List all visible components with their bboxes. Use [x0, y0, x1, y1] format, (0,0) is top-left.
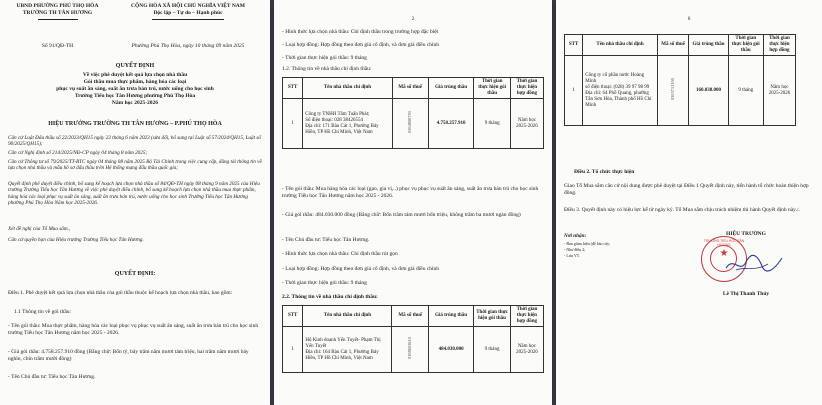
investor-2: - Tên Chủ đầu tư: Tiểu học Tân Hương. — [282, 237, 370, 243]
decides-heading: QUYẾT ĐỊNH: — [114, 271, 156, 277]
contractor-table-3 — [564, 34, 796, 126]
cell-contract: Năm học 2025-2026 — [510, 327, 543, 373]
contract-type-2: - Loại hợp đồng: Hợp đồng theo đơn giá cố định, và đơn giá điều chỉnh — [282, 266, 440, 272]
document-page-2 — [274, 0, 552, 405]
document-page-1 — [0, 0, 270, 405]
section-2-2: 2.2. Thông tin về nhà thầu chỉ định thầu: — [282, 294, 378, 300]
legal-basis-6: Căn cứ quyền hạn của Hiệu trưởng Trường Tiểu học Tân Hương. — [8, 237, 144, 243]
subject-line-5: Năm học 2025-2026 — [111, 100, 159, 106]
cell-tax-code: 0308603610 — [407, 337, 413, 359]
table-header-row — [565, 35, 796, 56]
package-2-name: - Tên gói thầu: Mua hàng hóa các loại (gạo, gia vị,..) phục vụ phục vụ suất ăn sáng, suất ăn trưa bán trú cho học sinh trường Tiểu học Tân Hương năm học 2025 - 2026. — [282, 186, 539, 199]
signer-title: HIỆU TRƯỞNG — [726, 231, 766, 237]
cell-duration: 9 tháng — [728, 56, 763, 126]
cell-contractor: Hộ Kinh doanh Yến Tuyết- Phạm Thị Yến Tuyết Địa chỉ: 164 Bàu Cát 1, Phường Bảy Hiền, TP Hồ Chí Minh, Việt Nam — [303, 327, 392, 373]
cell-stt: 1 — [283, 99, 303, 149]
nation-line1: CỘNG HÒA XÃ HỘI CHỦ NGHĨA VIỆT NAM — [131, 3, 245, 9]
org-underline — [38, 19, 78, 20]
stamp-star-icon: ★ — [719, 248, 729, 259]
doc-title: QUYẾT ĐỊNH — [115, 63, 155, 69]
page-number: 2 — [411, 16, 415, 22]
investor-name: - Tên Chủ đầu tư: Tiểu học Tân Hương. — [8, 374, 96, 380]
subject-line-1: Về việc phê duyệt kết quả lựa chọn nhà thầu — [82, 72, 188, 78]
signature — [724, 252, 784, 276]
doc-number: Số 91/QĐ-TH — [41, 43, 74, 49]
package-value: - Giá gói thầu: 4.758.257.910 đồng (Bằng chữ: Bốn tỷ, bảy trăm năm mươi tám triệu, hai trăm năm mươi bảy nghìn, chín trăm mười đồng) — [8, 349, 249, 362]
legal-basis-5: Xét đề nghị của Tổ Mua sắm., — [8, 226, 71, 232]
package-duration: - Thời gian thực hiện gói thầu: 9 tháng — [282, 55, 367, 61]
cell-duration: 9 tháng — [474, 327, 511, 373]
col-package-duration: Thời gian thực hiện gói thầu — [728, 35, 763, 56]
legal-basis-4: Quyết định phê duyệt điều chỉnh, bổ sung kế hoạch lựa chọn nhà thầu số 84/QĐ-TH ngày 08 tháng 9 năm 2025 của Hiệu trưởng Trường Tiểu học Tân Hương về việc phê duyệt điều chỉnh, bổ sung kế hoạch lựa chọn nhà thầu mua thực phẩm, hàng hóa các loại phục vụ suất ăn sáng, suất ăn trưa bán trú, nước uống cho học sinh Trường Tiểu học Tân Hương phường Phú Thọ Hòa Năm học 2025-2026. — [8, 181, 260, 207]
legal-basis-1: Căn cứ Luật Đấu thầu số 22/2023/QH15 ngày 23 tháng 6 năm 2023 (sửa đổi, bổ sung tại Luật số 57/2024/QH15, Luật số 90/2025/QH15); — [8, 135, 261, 148]
cell-duration: 9 tháng — [474, 99, 511, 149]
table-header-row — [283, 306, 544, 327]
recipient-1: - Ban giám hiệu (để báo cáy; — [564, 241, 611, 246]
recipient-2: - Như điều 2; — [564, 247, 586, 252]
nation-line2: Độc lập – Tự do – Hạnh phúc — [153, 10, 223, 16]
col-contractor: Tên nhà thầu chỉ định — [583, 35, 658, 56]
subject-line-2: Gói thầu mua thực phẩm, hàng hóa các loại — [83, 79, 187, 85]
cell-price: 160.038.000 — [689, 56, 728, 126]
table-row — [565, 56, 796, 126]
article-1: Điều 1. Phê duyệt kết quả lựa chọn nhà thầu của gói thầu thuộc kế hoạch lựa chọn nhà thầu, bao gồm: — [8, 290, 233, 296]
col-stt: STT — [283, 306, 303, 327]
cell-stt: 1 — [283, 327, 303, 373]
package-2-value: - Giá gói thầu: 484.030.000 đồng (Bằng chữ: Bốn trăm tám mươi bốn triệu, không trăm ba mươi ngàn đồng) — [282, 212, 521, 218]
col-contractor: Tên nhà thầu chỉ định — [303, 306, 392, 327]
article-3: Điều 3. Quyết định này có hiệu lực kể từ ngày ký. Tổ Mua sắm chịu trách nhiệm thi hành Quyết định này./. — [564, 207, 800, 213]
table-header-row — [283, 78, 544, 99]
col-contract-duration: Thời gian thực hiện hợp đồng — [763, 35, 795, 56]
table-row — [283, 327, 544, 373]
place-date: Phường Phú Thọ Hòa, ngày 10 tháng 09 năm 2025 — [131, 43, 245, 49]
cell-price: 4.758.257.910 — [428, 99, 474, 149]
org-name-line1: UBND PHƯỜNG PHÚ THỌ HÒA — [16, 3, 99, 9]
page-number: 6 — [687, 16, 691, 22]
recipients-title: Nơi nhận: — [564, 233, 587, 239]
col-price: Giá trúng thầu — [428, 306, 473, 327]
col-contractor: Tên nhà thầu chỉ định — [303, 78, 392, 99]
contractor-table-2 — [282, 305, 544, 373]
col-tax-code: Mã số thuế — [392, 306, 428, 327]
cell-contractor: Công ty cổ phần nước Hoàng Minh số điện thoại: (028) 39 97 98 99 Địa chỉ: 64 Phổ Quang, phường Tân Sơn Hòa, Thành phố Hồ Chí Minh — [583, 56, 658, 126]
cell-contractor: Công ty TNHH Tâm Tuấn Phát; Số điện thoại: 028 38426554 Địa chỉ: 171 Bàu Cát 1, Phường Bảy Hiền, TP Hồ Chí Minh, Việt Nam — [303, 99, 392, 149]
item-1-1: 1.1 Thông tin về gói thầu: — [14, 309, 72, 315]
col-tax-code: Mã số thuế — [392, 78, 428, 99]
legal-basis-3: Căn cứ Thông tư số 79/2025/TT-BTC ngày 04 tháng 08 năm 2025 Bộ Tài Chính trong việc cung cấp, đăng tải thông tin về lựa chọn nhà thầu và mẫu hồ sơ đấu thầu trên Hệ thống mạng đấu thầu quốc gia; — [8, 159, 262, 172]
col-contract-duration: Thời gian thực hiện hợp đồng — [510, 306, 543, 327]
cell-tax-code: 0305713100 — [670, 78, 676, 100]
contractor-table-1 — [282, 77, 544, 149]
signer-name: Lê Thị Thanh Thủy — [722, 291, 770, 297]
col-price: Giá trúng thầu — [689, 35, 728, 56]
package-name: - Tên gói thầu: Mua thực phẩm, hàng hóa các loại phục vụ phục vụ suất ăn sáng, suất ăn trưa bán trú cho học sinh trường Tiểu học Tân Hương năm học 2025 - 2026. — [8, 323, 259, 336]
col-stt: STT — [283, 78, 303, 99]
col-package-duration: Thời gian thực hiện gói thầu — [474, 78, 511, 99]
subject-line-4: Trường Tiểu học Tân Hương phường Phú Thọ Hòa — [74, 93, 196, 99]
cell-contract: Năm học 2025-2026 — [763, 56, 795, 126]
nation-underline — [152, 19, 224, 20]
col-tax-code: Mã số thuế — [657, 35, 689, 56]
cell-contract: Năm học 2025-2026 — [510, 99, 543, 149]
selection-form: - Hình thức lựa chọn nhà thầu: Chỉ định thầu trong trường hợp đặc biệt — [282, 29, 439, 35]
recipient-3: - Lưu VT. — [564, 253, 580, 258]
cell-stt: 1 — [565, 56, 583, 126]
cell-price: 484.030.000 — [428, 327, 473, 373]
article-2-title: Điều 2. Tổ chức thực hiện — [574, 169, 635, 175]
org-name-line2: TRƯỜNG TH TÂN HƯƠNG — [22, 10, 93, 16]
col-stt: STT — [565, 35, 583, 56]
col-contract-duration: Thời gian thực hiện hợp đồng — [510, 78, 543, 99]
stamp-text: TRƯỜNG TIỂU HỌC TÂN HƯƠNG — [703, 239, 745, 247]
authority-heading: HIỆU TRƯỞNG TRƯỜNG TH TÂN HƯƠNG – P.PHÚ THỌ HÒA — [48, 121, 222, 127]
cell-tax-code: 0304806793 — [407, 111, 413, 133]
col-price: Giá trúng thầu — [428, 78, 474, 99]
selection-form-2: - Hình thức lựa chọn nhà thầu: Chỉ định thầu rút gọn — [282, 251, 398, 257]
package-duration-2: - Thời gian thực hiện gói thầu: 9 tháng — [282, 280, 367, 286]
article-2-text: Giao Tổ Mua sắm căn cứ nội dung được phê duyệt tại Điều 1 Quyết định này, tiến hành tổ chức hoàn thiện hợp đồng. — [564, 183, 809, 196]
table-row — [283, 99, 544, 149]
subject-line-3: phục vụ suất ăn sáng, suất ăn trưa bán trú, nước uống cho học sinh — [56, 86, 214, 92]
document-page-3 — [556, 0, 822, 405]
col-package-duration: Thời gian thực hiện gói thầu — [474, 306, 511, 327]
contract-type: - Loại hợp đồng: Hợp đồng theo đơn giá cố định, và đơn giá điều chỉnh — [282, 42, 440, 48]
legal-basis-2: Căn cứ Nghị định số 214/2025/NĐ-CP ngày 04 tháng 8 năm 2025; — [8, 150, 148, 156]
section-1-2: 1.2. Thông tin về nhà thầu chỉ định thầu: — [282, 66, 372, 72]
